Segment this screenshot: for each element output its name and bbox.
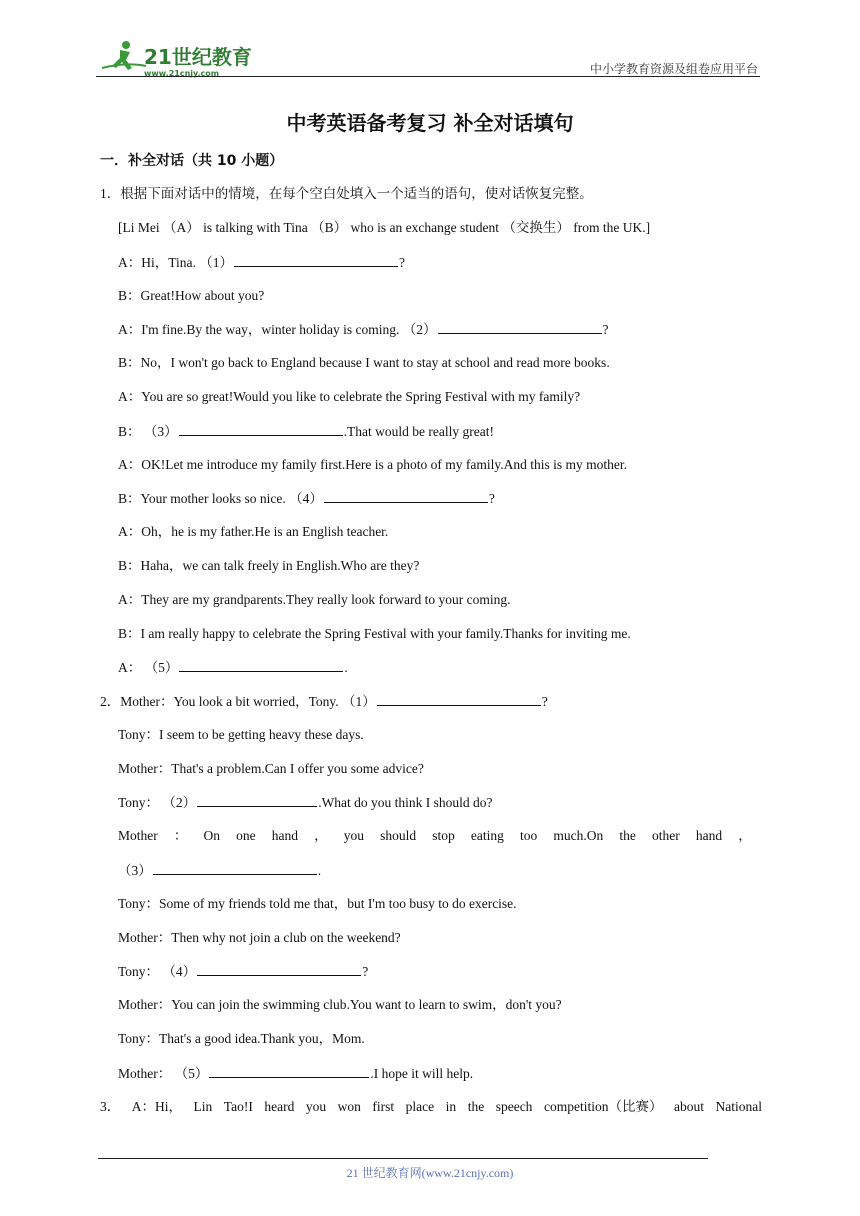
word: Tao!I: [223, 1099, 253, 1114]
document-title: 中考英语备考复习 补全对话填句: [286, 111, 574, 135]
q1-line-10: B：Haha，we can talk freely in English.Who are they?: [118, 558, 420, 573]
q1-intro: [Li Mei （A） is talking with Tina （B） who is an exchange student （交换生） from the UK.]: [118, 220, 651, 235]
word: much.On: [553, 828, 604, 843]
word: about: [673, 1099, 704, 1114]
q2-line-1-text: 2．Mother：You look a bit worried，Tony. （1）: [100, 694, 376, 709]
q1-line-12: B：I am really happy to celebrate the Spring Festival with your family.Thanks for inviting me.: [118, 626, 631, 641]
word: Mother: [118, 828, 158, 843]
q1-line-1-text: A：Hi，Tina. （1）: [118, 255, 234, 270]
punct: .That would be really great!: [343, 424, 494, 439]
word: place: [405, 1099, 435, 1114]
word: in: [445, 1099, 457, 1114]
q1-line-8: [118, 489, 495, 508]
word: On: [203, 828, 220, 843]
q2-line-6: [118, 861, 321, 880]
punct: ?: [602, 322, 609, 337]
q2-line-4-text: Tony： （2）: [118, 795, 197, 810]
word: you: [343, 828, 364, 843]
q1-line-6: [118, 422, 494, 441]
word: the: [467, 1099, 485, 1114]
footer-divider: [98, 1158, 708, 1159]
q1-line-13-text: A： （5）: [118, 660, 179, 675]
q2-line-2: Tony：I seem to be getting heavy these days.: [118, 727, 364, 742]
word: heard: [264, 1099, 295, 1114]
answer-blank[interactable]: [377, 692, 541, 706]
word: should: [380, 828, 417, 843]
word: ：: [173, 828, 188, 843]
word: competition（比赛）: [543, 1099, 663, 1114]
q2-line-10: Mother：You can join the swimming club.You want to learn to swim，don't you?: [118, 997, 562, 1012]
punct: ?: [488, 491, 495, 506]
word: eating: [470, 828, 504, 843]
word: ，: [738, 828, 752, 843]
word: other: [652, 828, 680, 843]
logo-url-text: www.21cnjy.com: [144, 69, 220, 78]
punct: .: [344, 660, 348, 675]
word: stop: [432, 828, 455, 843]
q1-line-3: [118, 320, 609, 339]
answer-blank[interactable]: [438, 320, 602, 334]
q3-line-1: [100, 1098, 762, 1116]
q2-line-7: Tony：Some of my friends told me that，but I'm too busy to do exercise.: [118, 896, 517, 911]
word: National: [715, 1099, 762, 1114]
q2-line-9: [118, 962, 368, 981]
q1-stem: 1．根据下面对话中的情境，在每个空白处填入一个适当的语句，使对话恢复完整。: [100, 186, 593, 201]
q2-line-9-text: Tony： （4）: [118, 964, 197, 979]
page-header: [96, 30, 760, 78]
q2-line-4: [118, 793, 493, 812]
q1-line-6-text: B： （3）: [118, 424, 178, 439]
word: you: [305, 1099, 327, 1114]
word: A：Hi，: [131, 1099, 183, 1114]
word: hand: [271, 828, 298, 843]
word: the: [619, 828, 636, 843]
section-heading: 一．补全对话（共 10 小题）: [100, 153, 284, 169]
q2-line-11: Tony：That's a good idea.Thank you，Mom.: [118, 1031, 365, 1046]
punct: ?: [399, 255, 406, 270]
q2-line-1: [100, 692, 548, 711]
word: speech: [495, 1099, 533, 1114]
punct: .: [317, 863, 322, 878]
header-divider: [96, 76, 760, 77]
q2-line-3: Mother：That's a problem.Can I offer you some advice?: [118, 761, 424, 776]
q2-line-12-text: Mother： （5）: [118, 1066, 209, 1081]
q1-line-13: [118, 658, 348, 677]
logo-main-text: 21世纪教育: [144, 45, 252, 69]
answer-blank[interactable]: [197, 793, 317, 807]
q1-line-8-text: B：Your mother looks so nice. （4）: [118, 491, 323, 506]
word: hand: [695, 828, 723, 843]
q1-line-11: A：They are my grandparents.They really look forward to your coming.: [118, 592, 511, 607]
punct: ?: [362, 964, 369, 979]
word: Lin: [193, 1099, 213, 1114]
q1-line-2: B：Great!How about you?: [118, 288, 265, 303]
answer-blank[interactable]: [179, 658, 343, 672]
word: first: [372, 1099, 395, 1114]
runner-logo-icon: [96, 38, 266, 78]
q1-line-7: A：OK!Let me introduce my family first.Here is a photo of my family.And this is my mother.: [118, 457, 628, 472]
site-logo: [96, 38, 266, 78]
q1-line-3-text: A：I'm fine.By the way，winter holiday is coming. （2）: [118, 322, 437, 337]
q1-line-5: A：You are so great!Would you like to celebrate the Spring Festival with my family?: [118, 389, 581, 404]
punct: ?: [541, 694, 548, 709]
punct: .I hope it will help.: [370, 1066, 474, 1081]
word: too: [520, 828, 538, 843]
q1-line-1: [118, 253, 405, 272]
answer-blank[interactable]: [179, 422, 343, 436]
answer-blank[interactable]: [209, 1064, 369, 1078]
answer-blank[interactable]: [324, 489, 488, 503]
word: won: [337, 1099, 361, 1114]
answer-blank[interactable]: [153, 861, 317, 875]
q2-line-12: [118, 1064, 473, 1083]
q2-line-8: Mother：Then why not join a club on the weekend?: [118, 930, 401, 945]
q2-line-6-text: （3）: [118, 863, 152, 878]
q2-line-5: [118, 827, 752, 845]
q1-line-9: A：Oh，he is my father.He is an English teacher.: [118, 524, 389, 539]
word: one: [236, 828, 256, 843]
q1-line-4: B：No，I won't go back to England because I want to stay at school and read more books.: [118, 355, 610, 370]
punct: .What do you think I should do?: [318, 795, 493, 810]
footer-link[interactable]: 21 世纪教育网(www.21cnjy.com): [346, 1166, 514, 1180]
platform-name: 中小学教育资源及组卷应用平台: [589, 62, 758, 76]
word: ，: [314, 828, 328, 843]
answer-blank[interactable]: [234, 253, 398, 267]
word: 3．: [100, 1099, 121, 1114]
answer-blank[interactable]: [197, 962, 361, 976]
